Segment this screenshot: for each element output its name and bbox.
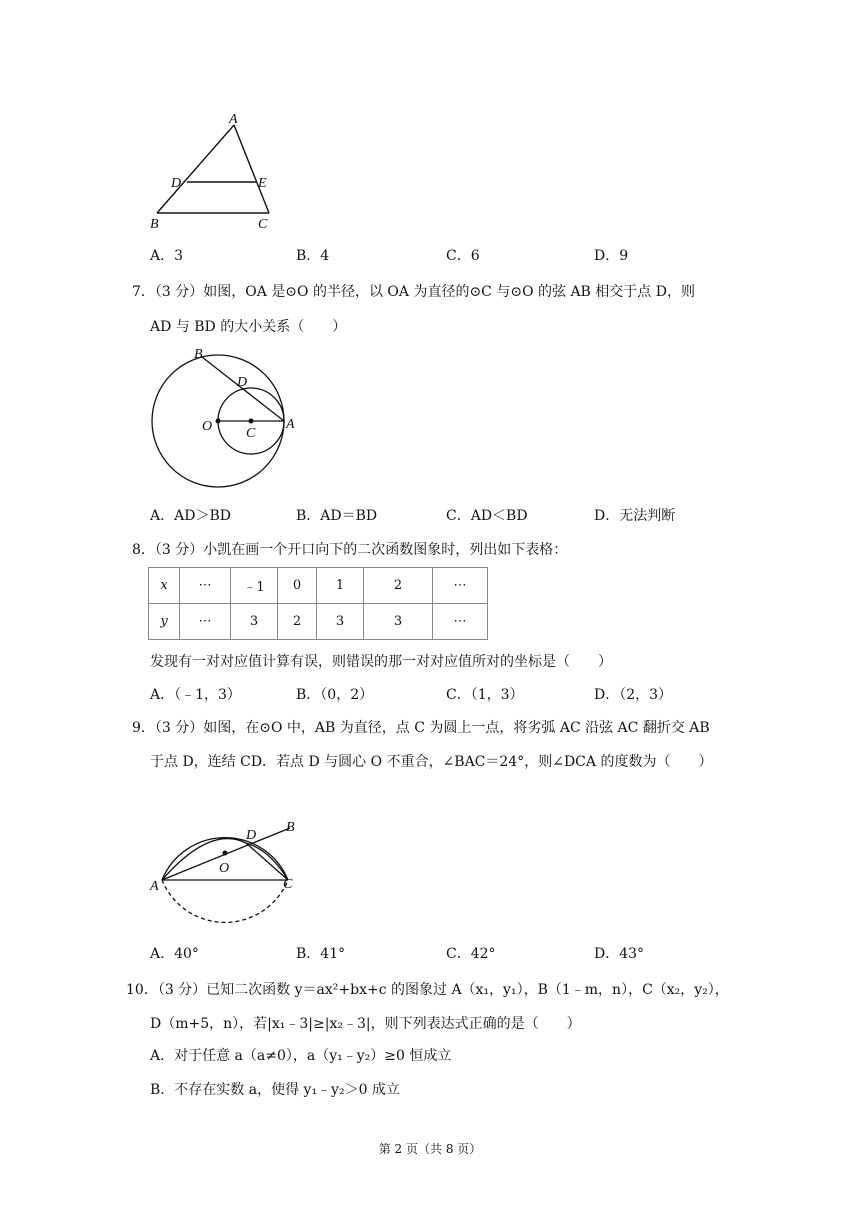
table-cell: y	[149, 604, 180, 640]
q7-option-d: D．无法判断	[594, 508, 676, 524]
q6-label-c: C	[258, 217, 268, 232]
page-footer: 第 2 页（共 8 页）	[378, 1142, 482, 1156]
q7-circle-figure	[140, 340, 310, 500]
q7-label-o: O	[202, 419, 213, 434]
table-row-x	[149, 568, 488, 604]
q6-label-e: E	[258, 176, 267, 191]
q6-label-a: A	[229, 112, 238, 127]
q7-option-a: A．AD＞BD	[150, 508, 231, 524]
q7-option-b: B．AD＝BD	[296, 508, 378, 524]
q8-value-table	[148, 567, 488, 640]
q7-label-c: C	[246, 426, 256, 441]
table-cell: ⋯	[180, 604, 231, 640]
table-cell: 3	[231, 604, 278, 640]
q8-stem-line1: 8．（3 分）小凯在画一个开口向下的二次函数图象时，列出如下表格：	[132, 542, 568, 558]
q9-option-d: D．43°	[594, 946, 645, 962]
q7-label-a: A	[286, 417, 295, 432]
q6-triangle-figure	[140, 110, 290, 235]
q7-stem-line1: 7．（3 分）如图，OA 是⊙O 的半径，以 OA 为直径的⊙C 与⊙O 的弦 AB 相交于点 D，则	[132, 284, 695, 300]
q9-option-a: A．40°	[150, 946, 199, 962]
q6-option-a: A．3	[150, 248, 184, 264]
q9-label-b: B	[286, 820, 295, 835]
q9-label-a: A	[150, 879, 159, 894]
table-cell: ⋯	[433, 604, 488, 640]
table-row-y	[149, 604, 488, 640]
q6-option-c: C．6	[446, 248, 480, 264]
q7-label-d: D	[237, 375, 248, 390]
q9-label-d: D	[246, 828, 257, 843]
q9-label-c: C	[283, 877, 293, 892]
q9-stem-line2: 于点 D，连结 CD．若点 D 与圆心 O 不重合，∠BAC＝24°，则∠DCA 的度数为（ ）	[150, 754, 713, 770]
q10-option-a: A．对于任意 a（a≠0），a（y₁﹣y₂）≥0 恒成立	[150, 1048, 452, 1064]
table-cell: 0	[278, 568, 317, 604]
table-cell: ﹣1	[231, 568, 278, 604]
q10-stem-line2: D（m+5，n），若|x₁﹣3|≥|x₂﹣3|，则下列表达式正确的是（ ）	[150, 1016, 581, 1032]
q9-stem-line1: 9．（3 分）如图，在⊙O 中，AB 为直径，点 C 为圆上一点，将劣弧 AC 沿弦 AC 翻折交 AB	[132, 720, 710, 736]
q6-label-d: D	[171, 176, 182, 191]
q7-option-c: C．AD＜BD	[446, 508, 528, 524]
table-cell: x	[149, 568, 180, 604]
q7-stem-line2: AD 与 BD 的大小关系（ ）	[150, 319, 347, 335]
q8-option-c: C．（1，3）	[446, 687, 524, 703]
q8-option-a: A．（﹣1，3）	[150, 687, 241, 703]
q9-fold-figure	[140, 790, 320, 940]
q10-option-b: B．不存在实数 a，使得 y₁﹣y₂＞0 成立	[150, 1082, 400, 1098]
q6-option-b: B．4	[296, 248, 330, 264]
table-cell: ⋯	[433, 568, 488, 604]
q8-stem-line2: 发现有一对对应值计算有误，则错误的那一对对应值所对的坐标是（ ）	[150, 654, 612, 670]
table-cell: 2	[278, 604, 317, 640]
q9-label-o: O	[219, 861, 230, 876]
table-cell: 3	[364, 604, 433, 640]
q9-option-b: B．41°	[296, 946, 346, 962]
q8-option-d: D．（2，3）	[594, 687, 673, 703]
table-cell: 3	[317, 604, 364, 640]
q6-option-d: D．9	[594, 248, 629, 264]
table-cell: 2	[364, 568, 433, 604]
table-cell: ⋯	[180, 568, 231, 604]
q7-label-b: B	[194, 347, 203, 362]
q10-stem-line1: 10．（3 分）已知二次函数 y＝ax²+bx+c 的图象过 A（x₁，y₁），B（1﹣m，n），C（x₂，y₂），	[126, 982, 729, 998]
table-cell: 1	[317, 568, 364, 604]
q9-option-c: C．42°	[446, 946, 496, 962]
q6-label-b: B	[150, 217, 159, 232]
q8-option-b: B．（0，2）	[296, 687, 374, 703]
